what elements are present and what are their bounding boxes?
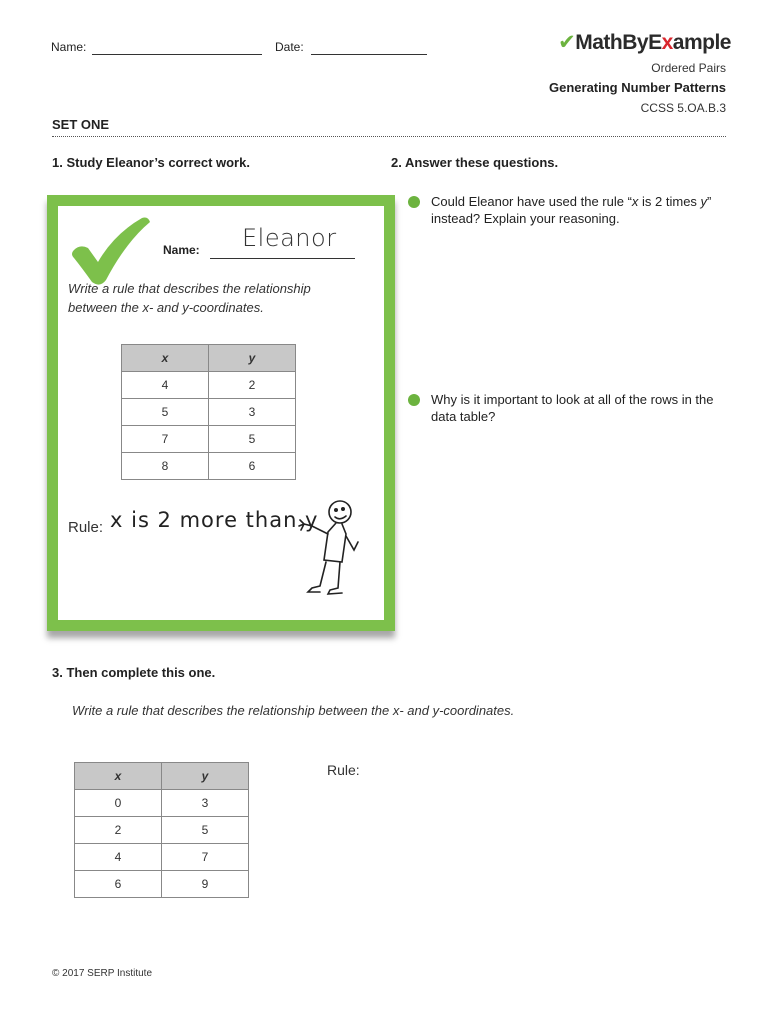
stick-figure-icon [298, 496, 368, 606]
logo-text-ample: ample [672, 31, 731, 54]
name-label: Name: [51, 40, 87, 54]
subtitle: Ordered Pairs [651, 61, 726, 75]
dotted-divider [52, 136, 726, 137]
table-cell: 4 [122, 372, 209, 399]
q3-heading: 3. Then complete this one. [52, 665, 216, 680]
table-row [75, 790, 249, 817]
q2-item-1-text-a: Could Eleanor have used the rule “ [431, 194, 632, 209]
table-cell: 2 [209, 372, 296, 399]
card-name-line [210, 258, 355, 259]
card-name-value: Eleanor [242, 224, 337, 252]
q2-answer-area-1[interactable] [431, 222, 731, 382]
q2-item-1-text-b: is 2 times [638, 194, 701, 209]
table-cell: 0 [75, 790, 162, 817]
mathbyexample-logo [558, 30, 731, 55]
bullet-icon [408, 196, 420, 208]
table-row [122, 426, 296, 453]
table-header-x: x [122, 345, 209, 372]
example-data-table [121, 344, 296, 480]
table-row [75, 871, 249, 898]
table-cell: 6 [209, 453, 296, 480]
q2-answer-area-2[interactable] [431, 428, 731, 628]
q3-data-table [74, 762, 249, 898]
table-header-x: x [75, 763, 162, 790]
logo-text-math: Math [575, 31, 623, 54]
bullet-icon [408, 394, 420, 406]
q2-item-2: Why is it important to look at all of the rows in the data table? [431, 392, 714, 424]
logo-text-by: By [622, 31, 649, 54]
q2-item-1-var-y: y [700, 194, 708, 209]
table-cell: 2 [75, 817, 162, 844]
lesson-title: Generating Number Patterns [549, 80, 726, 95]
table-row [122, 372, 296, 399]
card-rule-label: Rule: [68, 519, 104, 536]
example-card [47, 195, 395, 631]
table-header-y: y [162, 763, 249, 790]
name-input-line[interactable] [92, 54, 262, 55]
table-cell: 6 [75, 871, 162, 898]
table-row [122, 399, 296, 426]
set-title: SET ONE [52, 117, 110, 132]
q3-prompt: Write a rule that describes the relationship between the x- and y-coordinates. [72, 703, 515, 718]
logo-text-x: x [661, 31, 673, 54]
card-prompt: Write a rule that describes the relationship between the x- and y-coordinates. [68, 281, 311, 315]
q3-rule-answer-area[interactable] [370, 760, 720, 800]
date-input-line[interactable] [311, 54, 427, 55]
table-cell: 9 [162, 871, 249, 898]
checkmark-icon [70, 216, 150, 286]
table-header-y: y [209, 345, 296, 372]
logo-text-e: E [648, 31, 662, 54]
table-row [75, 844, 249, 871]
table-cell: 5 [162, 817, 249, 844]
logo-check-icon: ✔ [558, 31, 576, 54]
date-label: Date: [275, 40, 304, 54]
table-cell: 7 [122, 426, 209, 453]
table-row [75, 817, 249, 844]
table-cell: 3 [162, 790, 249, 817]
table-row [122, 453, 296, 480]
table-cell: 4 [75, 844, 162, 871]
q2-item-1-var-x: x [631, 194, 639, 209]
standard-code: CCSS 5.OA.B.3 [640, 101, 726, 115]
q1-heading: 1. Study Eleanor’s correct work. [52, 155, 250, 170]
card-rule-value: x is 2 more than y [110, 508, 319, 532]
q2-item-1-text-c: ” instead? Explain your reasoning. [431, 194, 712, 226]
table-cell: 8 [122, 453, 209, 480]
copyright-footer: © 2017 SERP Institute [52, 968, 153, 979]
table-cell: 7 [162, 844, 249, 871]
table-cell: 5 [122, 399, 209, 426]
table-cell: 3 [209, 399, 296, 426]
q3-rule-label: Rule: [327, 762, 360, 778]
card-name-label: Name: [163, 243, 200, 257]
q2-heading: 2. Answer these questions. [391, 155, 559, 170]
table-cell: 5 [209, 426, 296, 453]
